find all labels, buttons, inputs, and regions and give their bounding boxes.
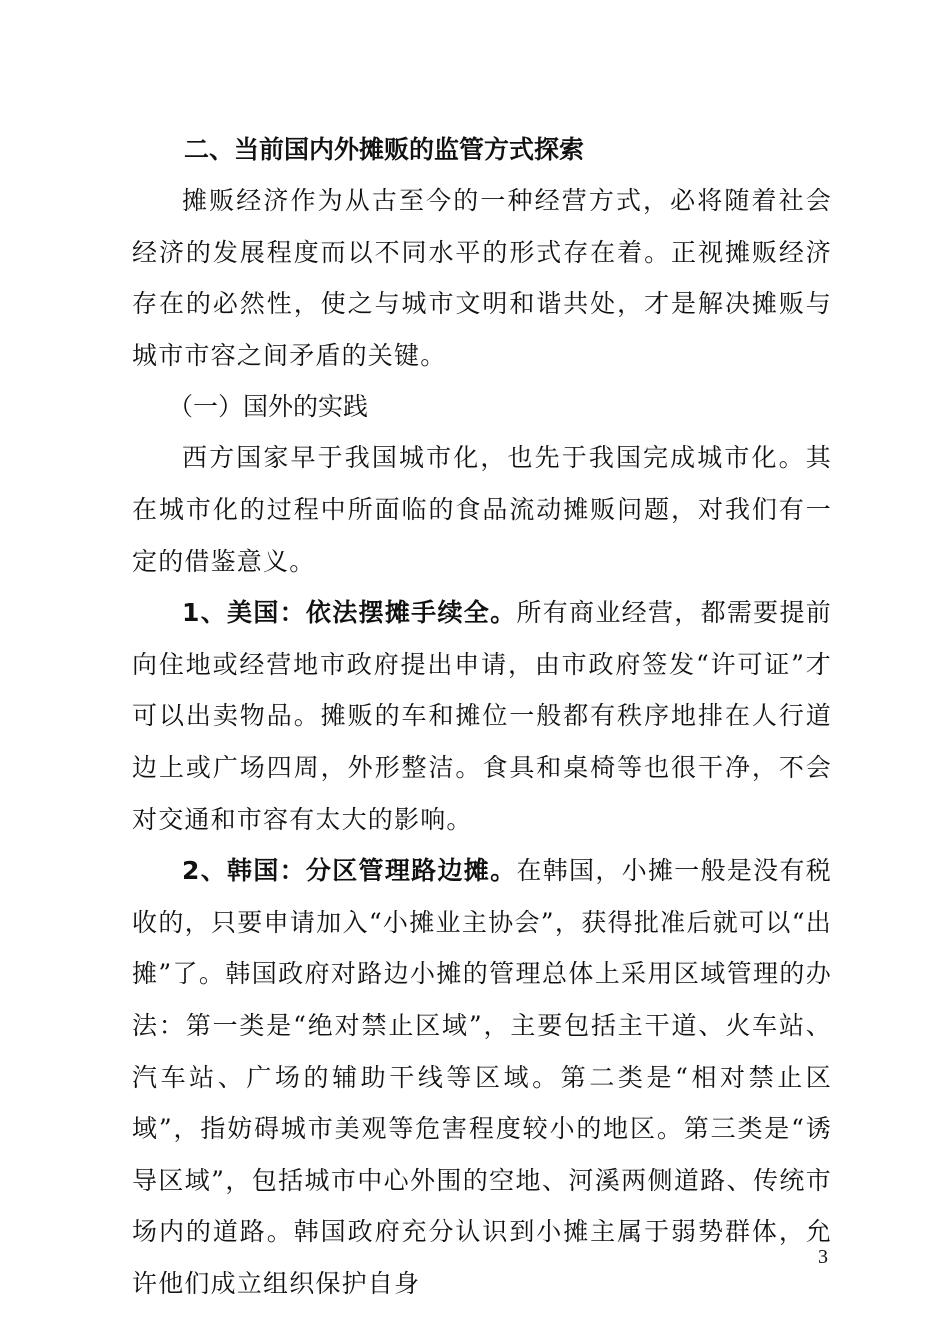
intro-paragraph: 摊贩经济作为从古至今的一种经营方式，必将随着社会经济的发展程度而以不同水平的形式存在着。正视摊贩经济存在的必然性，使之与城市文明和谐共处，才是解决摊贩与城市市容之间矛盾的关键。 — [132, 186, 832, 370]
usa-text: 所有商业经营，都需要提前向住地或经营地市政府提出申请，由市政府签发“许可证”才可以出卖物品。摊贩的车和摊位一般都有秩序地排在人行道边上或广场四周，外形整洁。食具和桌椅等也很干净，不会对交通和市容有太大的影响。 — [132, 598, 832, 834]
korea-text: 在韩国，小摊一般是没有税收的，只要申请加入“小摊业主协会”，获得批准后就可以“出摊”了。韩国政府对路边小摊的管理总体上采用区域管理的办法：第一类是“绝对禁止区域”，主要包括主干道、火车站、汽车站、广场的辅助干线等区域。第二类是“相对禁止区域”，指妨碍城市美观等危害程度较小的地区。第三类是“诱导区域”，包括城市中心外围的空地、河溪两侧道路、传统市场内的道路。韩国政府充分认识到小摊主属于弱势群体，允许他们成立组织保护自身 — [132, 856, 832, 1298]
korea-paragraph — [132, 845, 832, 1309]
document-page — [132, 124, 832, 1309]
korea-lead: 2、韩国：分区管理路边摊。 — [182, 856, 517, 886]
foreign-practice-paragraph: 西方国家早于我国城市化，也先于我国完成城市化。其在城市化的过程中所面临的食品流动摊贩问题，对我们有一定的借鉴意义。 — [132, 443, 832, 576]
section-heading: 二、当前国内外摊贩的监管方式探索 — [184, 135, 585, 164]
subsection-heading: （一）国外的实践 — [168, 392, 369, 422]
usa-paragraph — [132, 587, 832, 845]
usa-lead: 1、美国：依法摆摊手续全。 — [182, 598, 517, 628]
page-number: 3 — [818, 1246, 828, 1268]
